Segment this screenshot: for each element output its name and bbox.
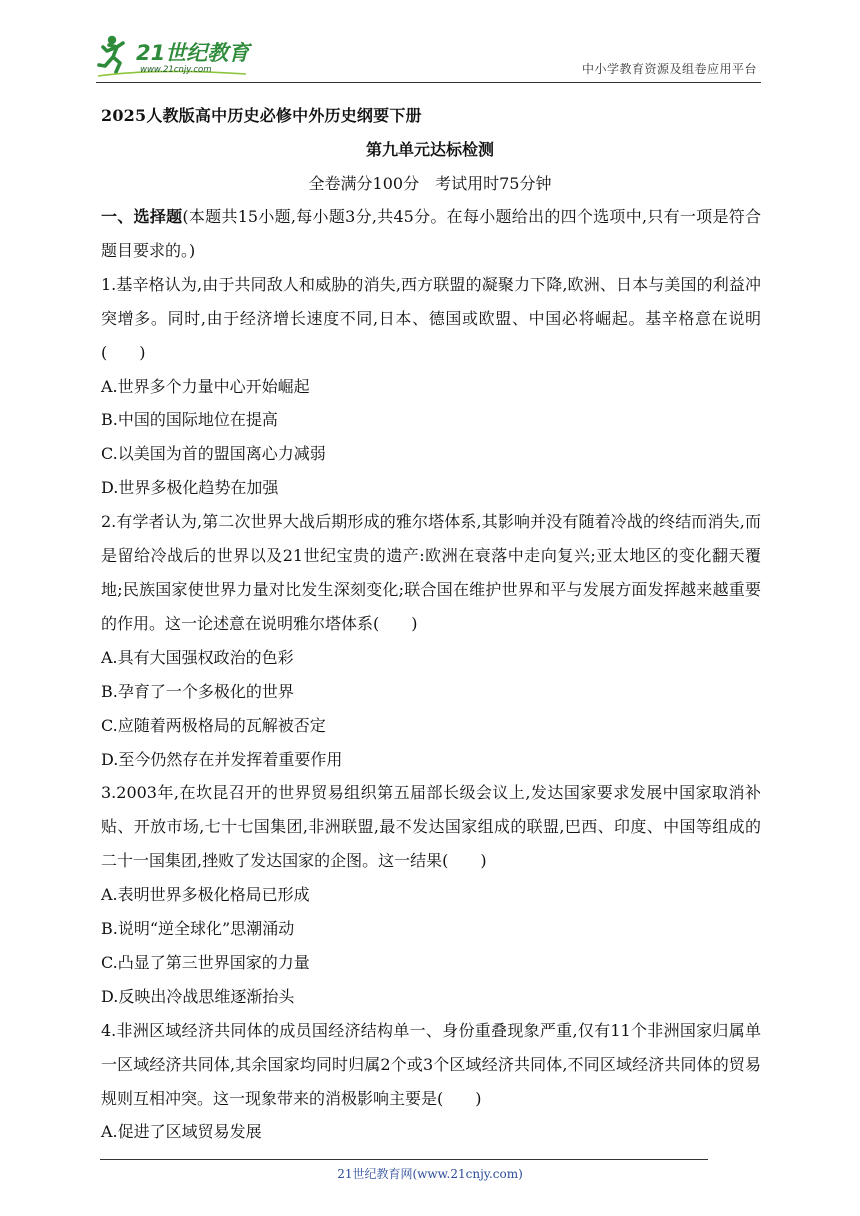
question-option: A.促进了区域贸易发展 — [101, 1122, 262, 1142]
question-option: B.说明“逆全球化”思潮涌动 — [101, 919, 295, 939]
page-header — [96, 30, 761, 83]
running-man-logo-icon — [96, 32, 266, 78]
question-option: D.世界多极化趋势在加强 — [101, 478, 279, 498]
unit-title: 第九单元达标检测 — [365, 140, 494, 159]
question-option: B.孕育了一个多极化的世界 — [101, 681, 294, 701]
question-option: B.中国的国际地位在提高 — [101, 410, 278, 430]
footer-divider — [100, 1159, 708, 1160]
question-option: C.凸显了第三世界国家的力量 — [101, 952, 310, 972]
question-option: D.至今仍然存在并发挥着重要作用 — [101, 749, 343, 769]
exam-info: 全卷满分100分 考试用时75分钟 — [308, 174, 552, 193]
section-instruction: (本题共15小题,每小题3分,共45分。在每小题给出的四个选项中,只有一项是符合题目要求的。) — [101, 207, 761, 260]
question-option: C.应随着两极格局的瓦解被否定 — [101, 715, 326, 735]
question-option: A.具有大国强权政治的色彩 — [101, 647, 294, 667]
logo-url: www.21cnjy.com — [140, 65, 212, 75]
exam-content — [101, 200, 761, 1149]
document-title: 2025人教版高中历史必修中外历史纲要下册 — [101, 106, 422, 125]
logo-text: 21世纪教育 — [136, 41, 250, 65]
section-heading — [101, 200, 761, 268]
header-platform-text: 中小学教育资源及组卷应用平台 — [581, 62, 757, 76]
question-stem: 3.2003年,在坎昆召开的世界贸易组织第五届部长级会议上,发达国家要求发展中国家取消补贴、开放市场,七十七国集团,非洲联盟,最不发达国家组成的联盟,巴西、印度、中国等组成的二十一国集团,挫败了发达国家的企图。这一结果( ) — [101, 783, 761, 871]
question-stem: 2.有学者认为,第二次世界大战后期形成的雅尔塔体系,其影响并没有随着冷战的终结而消失,而是留给冷战后的世界以及21世纪宝贵的遗产:欧洲在衰落中走向复兴;亚太地区的变化翻天覆地;民族国家使世界力量对比发生深刻变化;联合国在维护世界和平与发展方面发挥越来越重要的作用。这一论述意在说明雅尔塔体系( ) — [101, 512, 761, 633]
question-option: A.世界多个力量中心开始崛起 — [101, 376, 310, 396]
question-option: A.表明世界多极化格局已形成 — [101, 885, 310, 905]
site-logo[interactable] — [96, 32, 266, 78]
footer-website-link[interactable]: 21世纪教育网(www.21cnjy.com) — [337, 1167, 523, 1181]
section-label: 一、选择题 — [101, 207, 183, 226]
question-option: C.以美国为首的盟国离心力减弱 — [101, 444, 326, 464]
question-option: D.反映出冷战思维逐渐抬头 — [101, 986, 295, 1006]
question-stem: 1.基辛格认为,由于共同敌人和威胁的消失,西方联盟的凝聚力下降,欧洲、日本与美国的利益冲突增多。同时,由于经济增长速度不同,日本、德国或欧盟、中国必将崛起。基辛格意在说明( ) — [101, 274, 761, 362]
question-stem: 4.非洲区域经济共同体的成员国经济结构单一、身份重叠现象严重,仅有11个非洲国家归属单一区域经济共同体,其余国家均同时归属2个或3个区域经济共同体,不同区域经济共同体的贸易规则互相冲突。这一现象带来的消极影响主要是( ) — [101, 1020, 761, 1108]
